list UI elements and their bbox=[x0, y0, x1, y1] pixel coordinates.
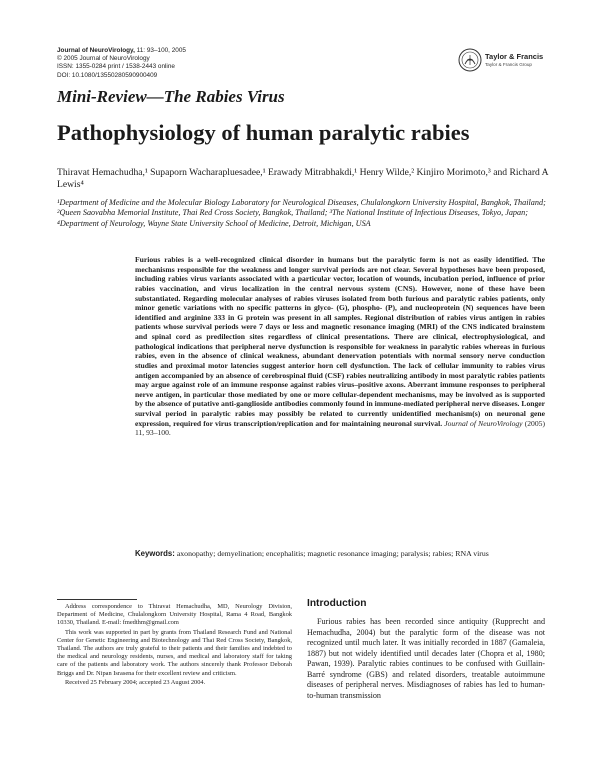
journal-issue: 11: 93–100, 2005 bbox=[134, 47, 186, 54]
footnotes bbox=[57, 603, 292, 688]
abstract-citation-journal: Journal of NeuroVirology bbox=[444, 418, 523, 428]
journal-citation-line bbox=[57, 47, 357, 55]
keywords bbox=[135, 549, 545, 559]
article-title: Pathophysiology of human paralytic rabies bbox=[57, 120, 470, 145]
journal-copyright: © 2005 Journal of NeuroVirology bbox=[57, 55, 150, 63]
publisher-group: Taylor & Francis Group bbox=[485, 62, 532, 67]
keywords-list: axonopathy; demyelination; encephalitis; magnetic resonance imaging; paralysis; rabies; RNA virus bbox=[174, 549, 489, 558]
section-label: Mini-Review—The Rabies Virus bbox=[57, 87, 285, 106]
abstract-text: Furious rabies is a well-recognized clinical disorder in humans but the paralytic form is not as easily identified. The mechanisms responsible for the weakness and longer survival periods are not clear. Several hypotheses have been proposed, including rabies virus variants associated with a particular vector, location of wounds, incubation period, influence of prior rabies vaccination, and virus localization in the central nervous system (CNS). However, none of these have been substantiated. Regarding molecular analyses of rabies viruses isolated from both furious and paralytic rabies patients, only minor genetic variations with no specific patterns in glyco- (G), phospho- (P), and nucleoprotein (N) sequences have been identified and arginine 333 in G protein was present in all samples. Regional distribution of rabies virus antigen in rabies patients whose survival periods were 7 days or less and magnetic resonance imaging (MRI) of the CNS indicated brainstem and spinal cord as predilection sites regardless of clinical presentations. There are clinical, electrophysiological, and pathological indications that peripheral nerve dysfunction is responsible for weakness in paralytic rabies whereas in furious rabies, even in the absence of clinical weakness, abundant denervation potentials with normal sensory nerve conduction studies and proximal motor latencies suggest anterior horn cell dysfunction. The lack of cellular immunity to rabies virus antigen accompanied by an absence of cerebrospinal fluid (CSF) rabies neutralizing antibody in most paralytic rabies patients may argue against role of an immune response against rabies virus–positive axons. Aberrant immune responses to peripheral nerve antigen, in particular those mediated by one or more cellular-dependent mechanisms, may be involved as is supported by the absence of putative anti-ganglioside antibodies commonly found in immune-mediated peripheral nerve diseases. Longer survival period in paralytic rabies may possibly be related to currently unidentified mechanism(s) on neuronal gene expression, required for virus transcription/replication and for maintaining neuronal survival. bbox=[135, 255, 545, 428]
journal-issn: ISSN: 1355-0284 print / 1538-2443 online bbox=[57, 63, 175, 71]
keywords-label: Keywords: bbox=[135, 549, 175, 558]
footnote-divider bbox=[57, 599, 137, 600]
journal-name: Journal of NeuroVirology, bbox=[57, 47, 135, 54]
publisher-branding bbox=[458, 46, 558, 76]
journal-doi: DOI: 10.1080/13550280590900409 bbox=[57, 71, 158, 79]
abstract bbox=[135, 255, 545, 438]
publisher-logo-icon bbox=[458, 48, 482, 72]
footnote-received: Received 25 February 2004; accepted 23 August 2004. bbox=[65, 678, 206, 686]
introduction-heading: Introduction bbox=[307, 598, 367, 609]
footnote-correspondence: Address correspondence to Thiravat Hemachudha, MD, Neurology Division, Department of Medicine, Chulalongkorn University Hospital, Rama 4 Road, Bangkok 10330, Thailand. E-mail: fmedthm@gmail.com bbox=[57, 603, 292, 627]
publisher-name: Taylor & Francis bbox=[485, 52, 544, 61]
introduction-body bbox=[307, 617, 545, 701]
abstract-citation-details: (2005) 11, 93–100. bbox=[135, 418, 545, 438]
author-list: Thiravat Hemachudha,¹ Supaporn Wacharapluesadee,¹ Erawady Mitrabhakdi,¹ Henry Wilde,² Kinjiro Morimoto,³ and Richard A Lewis⁴ bbox=[57, 167, 549, 191]
author-affiliations: ¹Department of Medicine and the Molecular Biology Laboratory for Neurological Diseases, Chulalongkorn University Hospital, Bangkok, Thailand; ²Queen Saovabha Memorial Institute, Thai Red Cross Society, Bangkok, Thailand; ³The National Institute of Infectious Diseases, Tokyo, Japan; ⁴Department of Neurology, Wayne State University School of Medicine, Detroit, Michigan, USA bbox=[57, 198, 546, 228]
journal-metadata bbox=[57, 47, 357, 80]
introduction-paragraph: Furious rabies has been recorded since antiquity (Rupprecht and Hemachudha, 2004) but the paralytic form of the disease was not recognized until much later. It was initially recorded in 1887 (Gamaleia, 1887) but not widely identified until decades later (Chopra et al, 1980; Pawan, 1939). Paralytic rabies continues to be confused with Guillain-Barré syndrome (GBS) and related disorders, treatable autoimmune diseases of peripheral nerves. Misdiagnoses of rabies has led to human-to-human transmission bbox=[307, 617, 545, 700]
footnote-acknowledgements: This work was supported in part by grants from Thailand Research Fund and National Center for Genetic Engineering and Biotechnology and Thai Red Cross Society, Bangkok, Thailand. The authors are truly grateful to their patients and their families and indebted to the medical and neurology residents, nurses, and medical and laboratory staff for taking care of the patients and laboratory work. The authors sincerely thank Professor Deborah Briggs and Dr. Nipan Israsena for their excellent review and criticism. bbox=[57, 628, 292, 677]
